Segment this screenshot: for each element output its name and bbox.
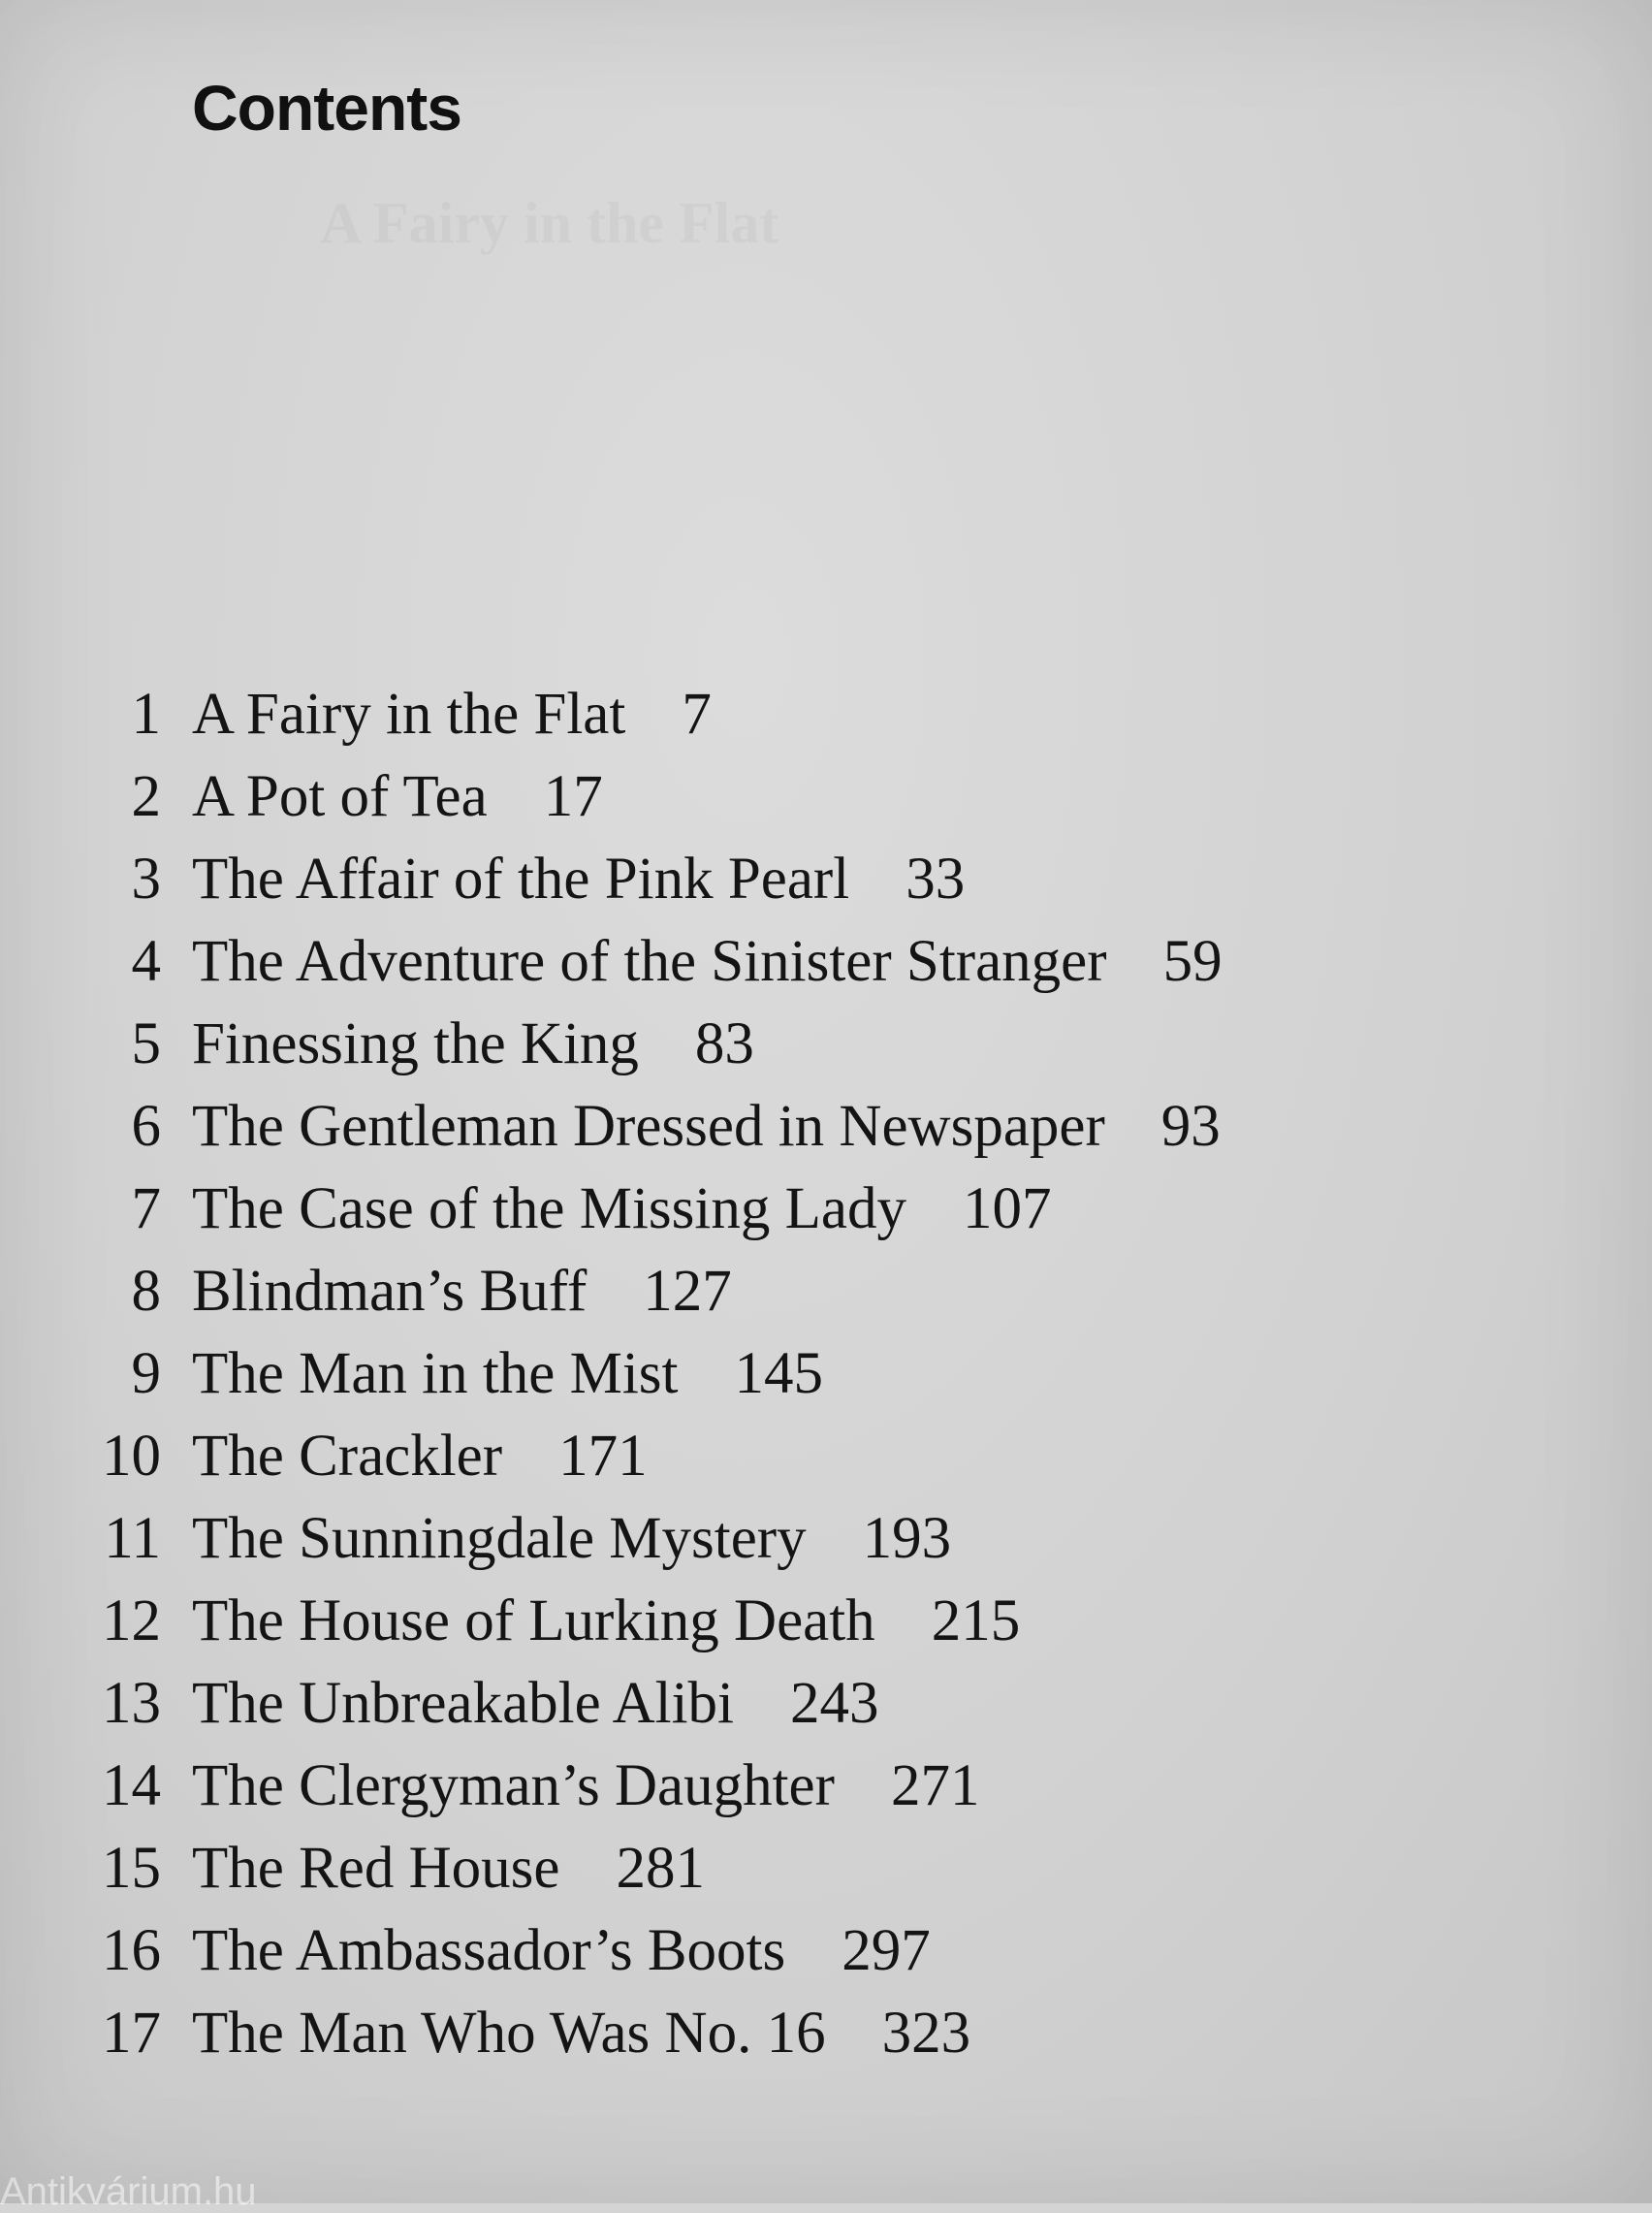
chapter-entry-text <box>192 1424 648 1489</box>
chapter-title: The Man Who Was No. 16 <box>192 2001 826 2066</box>
toc-entry <box>0 1588 1652 1674</box>
show-through-text <box>320 194 778 252</box>
toc-entry <box>0 2001 1652 2086</box>
chapter-title: Finessing the King <box>192 1011 639 1076</box>
chapter-title: The Ambassador’s Boots <box>192 1918 786 1983</box>
toc-entry <box>0 1011 1652 1097</box>
toc-entry <box>0 1753 1652 1839</box>
chapter-number: 11 <box>104 1506 161 1571</box>
chapter-entry-text <box>192 1753 980 1818</box>
chapter-entry-text <box>192 847 966 912</box>
toc-entry <box>0 682 1652 767</box>
chapter-entry-text <box>192 1259 732 1324</box>
chapter-number: 17 <box>102 2001 161 2066</box>
chapter-entry-text <box>192 1176 1052 1241</box>
chapter-entry-text <box>192 764 603 829</box>
chapter-title: The Red House <box>192 1836 560 1901</box>
toc-entry <box>0 1094 1652 1179</box>
page-number: 83 <box>694 1011 754 1076</box>
page-number: 271 <box>890 1753 980 1818</box>
chapter-entry-text <box>192 1341 823 1406</box>
toc-entry <box>0 1176 1652 1262</box>
chapter-entry-text <box>192 1918 931 1983</box>
chapter-title: The Adventure of the Sinister Stranger <box>192 929 1107 994</box>
chapter-number: 1 <box>131 682 161 747</box>
chapter-entry-text <box>192 1011 754 1076</box>
chapter-number: 2 <box>131 764 161 829</box>
chapter-title: Blindman’s Buff <box>192 1259 588 1324</box>
page-number: 7 <box>682 682 712 747</box>
table-of-contents <box>0 682 1652 2086</box>
page-number: 145 <box>734 1341 823 1406</box>
chapter-number: 10 <box>102 1424 161 1489</box>
chapter-number: 12 <box>102 1588 161 1653</box>
page-number: 59 <box>1162 929 1223 994</box>
toc-entry <box>0 764 1652 850</box>
chapter-number: 16 <box>102 1918 161 1983</box>
chapter-title: The Sunningdale Mystery <box>192 1506 807 1571</box>
chapter-number: 9 <box>131 1341 161 1406</box>
toc-entry <box>0 1671 1652 1756</box>
page-number: 107 <box>962 1176 1052 1241</box>
chapter-entry-text <box>192 2001 971 2066</box>
page-number: 17 <box>543 764 603 829</box>
page-number: 93 <box>1160 1094 1221 1159</box>
page-number: 33 <box>905 847 966 912</box>
page-number: 323 <box>881 2001 971 2066</box>
chapter-title: The Unbreakable Alibi <box>192 1671 734 1736</box>
chapter-title: The Gentleman Dressed in Newspaper <box>192 1094 1105 1159</box>
chapter-number: 5 <box>131 1011 161 1076</box>
page-number: 127 <box>643 1259 732 1324</box>
page-number: 297 <box>842 1918 931 1983</box>
chapter-title: The Case of the Missing Lady <box>192 1176 906 1241</box>
page-number: 193 <box>862 1506 952 1571</box>
watermark-text: Antikvárium.hu <box>0 2170 257 2213</box>
toc-entry <box>0 1341 1652 1427</box>
toc-entry <box>0 1836 1652 1921</box>
chapter-number: 13 <box>102 1671 161 1736</box>
chapter-title: A Fairy in the Flat <box>192 682 626 747</box>
toc-entry <box>0 929 1652 1014</box>
page-number: 171 <box>558 1424 648 1489</box>
chapter-entry-text <box>192 929 1223 994</box>
toc-entry <box>0 1918 1652 2004</box>
chapter-number: 14 <box>102 1753 161 1818</box>
chapter-entry-text <box>192 1836 705 1901</box>
chapter-title: The House of Lurking Death <box>192 1588 875 1653</box>
chapter-title: The Clergyman’s Daughter <box>192 1753 835 1818</box>
chapter-title: A Pot of Tea <box>192 764 488 829</box>
page-number: 281 <box>616 1836 705 1901</box>
chapter-number: 3 <box>131 847 161 912</box>
chapter-title: The Affair of the Pink Pearl <box>192 847 850 912</box>
chapter-entry-text <box>192 1671 879 1736</box>
chapter-number: 6 <box>131 1094 161 1159</box>
toc-entry <box>0 1424 1652 1509</box>
toc-entry <box>0 847 1652 932</box>
chapter-entry-text <box>192 1506 952 1571</box>
page-number: 215 <box>931 1588 1021 1653</box>
chapter-title: The Man in the Mist <box>192 1341 679 1406</box>
chapter-number: 7 <box>131 1176 161 1241</box>
toc-entry <box>0 1506 1652 1591</box>
chapter-entry-text <box>192 1094 1221 1159</box>
contents-heading: Contents <box>192 72 461 144</box>
page-number: 243 <box>789 1671 879 1736</box>
chapter-entry-text <box>192 1588 1021 1653</box>
chapter-number: 15 <box>102 1836 161 1901</box>
chapter-number: 8 <box>131 1259 161 1324</box>
chapter-title: The Crackler <box>192 1424 503 1489</box>
chapter-entry-text <box>192 682 712 747</box>
toc-entry <box>0 1259 1652 1344</box>
chapter-number: 4 <box>131 929 161 994</box>
